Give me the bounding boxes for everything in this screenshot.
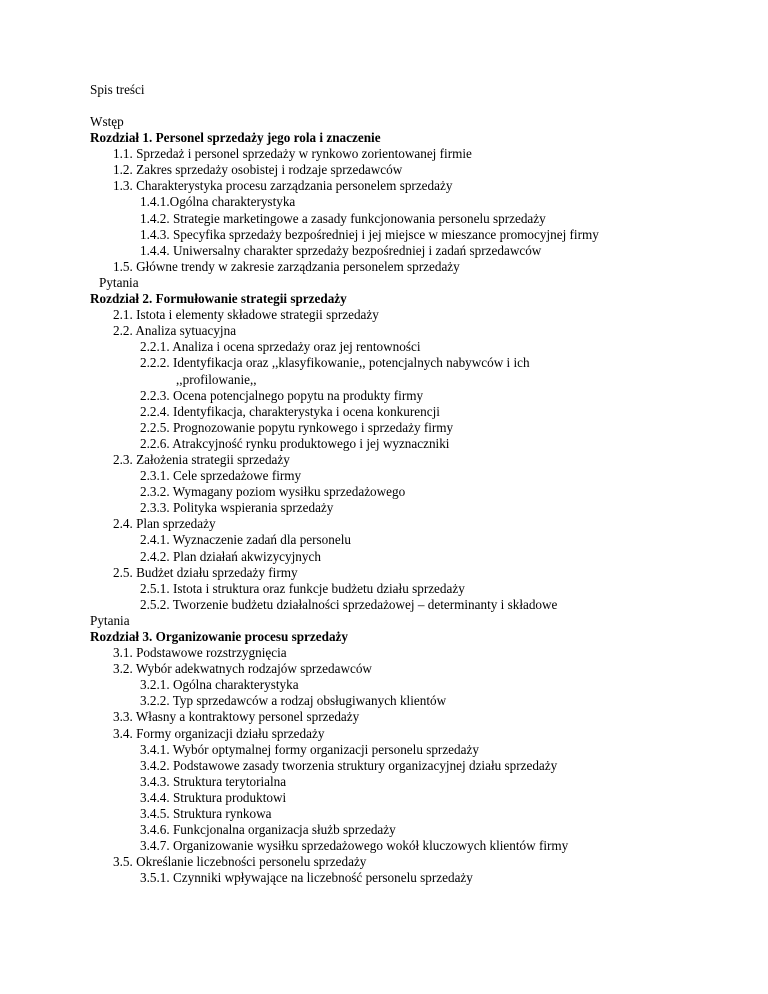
toc-entry: 2.2.4. Identyfikacja, charakterystyka i ocena konkurencji	[140, 403, 440, 419]
toc-entry: 2.4. Plan sprzedaży	[113, 516, 216, 532]
toc-entry: 1.2. Zakres sprzedaży osobistej i rodzaje sprzedawców	[113, 162, 403, 178]
toc-entry: 3.4.7. Organizowanie wysiłku sprzedażowego wokół kluczowych klientów firmy	[140, 838, 569, 854]
toc-entry: Wstęp	[90, 114, 124, 129]
chapter-heading: Rozdział 3. Organizowanie procesu sprzedaży	[90, 629, 348, 644]
toc-entry: 2.5. Budżet działu sprzedaży firmy	[113, 564, 298, 580]
toc-entry: 2.5.1. Istota i struktura oraz funkcje budżetu działu sprzedaży	[140, 580, 465, 596]
toc-entry: 2.1. Istota i elementy składowe strategii sprzedaży	[113, 307, 379, 323]
toc-entry: 2.2. Analiza sytuacyjna	[113, 323, 237, 339]
toc-entry: 3.3. Własny a kontraktowy personel sprzedaży	[113, 709, 360, 725]
toc-title: Spis treści	[90, 82, 145, 97]
toc-entry: 2.5.2. Tworzenie budżetu działalności sprzedażowej – determinanty i składowe	[140, 596, 558, 612]
toc-entry: 3.4. Formy organizacji działu sprzedaży	[113, 725, 325, 741]
toc-entry: 3.5.1. Czynniki wpływające na liczebność personelu sprzedaży	[140, 870, 473, 886]
toc-entry: 3.4.2. Podstawowe zasady tworzenia struktury organizacyjnej działu sprzedaży	[140, 757, 558, 773]
toc-entry: 3.1. Podstawowe rozstrzygnięcia	[113, 645, 287, 661]
toc-entry: 2.2.1. Analiza i ocena sprzedaży oraz jej rentowności	[140, 339, 421, 355]
toc-entry: 1.4.3. Specyfika sprzedaży bezpośredniej i jej miejsce w mieszance promocyjnej firmy	[140, 226, 599, 242]
toc-list	[0, 114, 768, 887]
toc-entry: 2.3.2. Wymagany poziom wysiłku sprzedażowego	[140, 484, 406, 500]
toc-entry: 3.2. Wybór adekwatnych rodzajów sprzedawców	[113, 661, 372, 677]
toc-entry: 3.4.5. Struktura rynkowa	[140, 806, 272, 822]
toc-entry: 2.3.3. Polityka wspierania sprzedaży	[140, 500, 334, 516]
toc-entry: 1.4.1.Ogólna charakterystyka	[140, 194, 296, 210]
toc-entry: 3.4.1. Wybór optymalnej formy organizacji personelu sprzedaży	[140, 741, 479, 757]
toc-entry: 3.4.6. Funkcjonalna organizacja służb sprzedaży	[140, 822, 396, 838]
toc-entry: 1.4.4. Uniwersalny charakter sprzedaży bezpośredniej i zadań sprzedawców	[140, 242, 542, 258]
toc-entry: 2.2.3. Ocena potencjalnego popytu na produkty firmy	[140, 387, 424, 403]
toc-entry: 3.2.1. Ogólna charakterystyka	[140, 677, 299, 693]
toc-entry: 2.3.1. Cele sprzedażowe firmy	[140, 468, 302, 484]
toc-entry: 2.4.2. Plan działań akwizycyjnych	[140, 548, 321, 564]
toc-entry: 3.5. Określanie liczebności personelu sprzedaży	[113, 854, 367, 870]
toc-entry: 2.2.6. Atrakcyjność rynku produktowego i jej wyznaczniki	[140, 435, 450, 451]
toc-entry: 2.4.1. Wyznaczenie zadań dla personelu	[140, 532, 351, 548]
toc-entry: 1.1. Sprzedaż i personel sprzedaży w rynkowo zorientowanej firmie	[113, 146, 472, 162]
toc-entry: 3.4.4. Struktura produktowi	[140, 789, 287, 805]
toc-entry: 3.4.3. Struktura terytorialna	[140, 773, 287, 789]
toc-entry: 1.5. Główne trendy w zakresie zarządzania personelem sprzedaży	[113, 258, 460, 274]
toc-entry: Pytania	[90, 612, 130, 628]
chapter-heading: Rozdział 1. Personel sprzedaży jego rola i znaczenie	[90, 130, 381, 146]
toc-entry: Pytania	[99, 274, 139, 290]
toc-entry: 2.2.5. Prognozowanie popytu rynkowego i sprzedaży firmy	[140, 419, 454, 435]
chapter-heading: Rozdział 2. Formułowanie strategii sprzedaży	[90, 291, 347, 307]
toc-entry: 2.3. Założenia strategii sprzedaży	[113, 451, 290, 467]
toc-entry: 1.4.2. Strategie marketingowe a zasady funkcjonowania personelu sprzedaży	[140, 210, 546, 226]
toc-entry: 2.2.2. Identyfikacja oraz ,,klasyfikowanie,, potencjalnych nabywców i ich	[140, 355, 530, 371]
toc-entry: 1.3. Charakterystyka procesu zarządzania personelem sprzedaży	[113, 178, 453, 194]
toc-entry: 3.2.2. Typ sprzedawców a rodzaj obsługiwanych klientów	[140, 693, 447, 709]
toc-entry: ,,profilowanie,,	[176, 371, 257, 387]
